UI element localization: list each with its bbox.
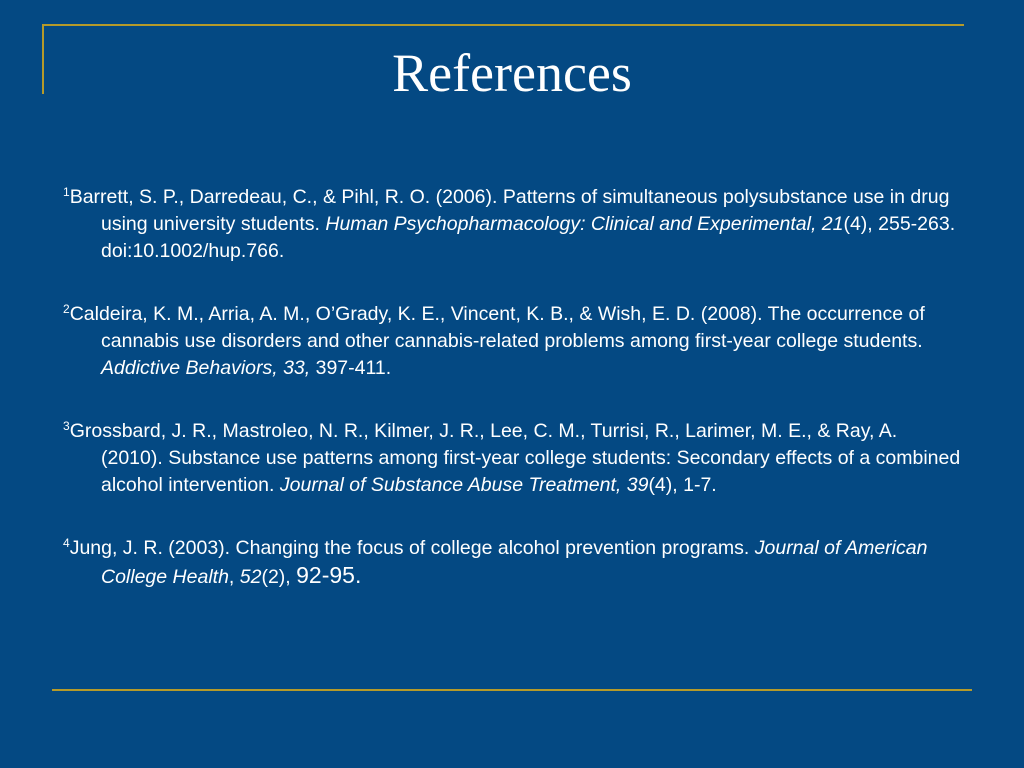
reference-journal: Human Psychopharmacology: Clinical and Experimental, 21 — [325, 213, 844, 235]
slide-title: References — [392, 43, 632, 103]
reference-details: (4), 255-263. doi:10.1002/hup.766. — [101, 213, 956, 262]
reference-journal: Journal of Substance Abuse Treatment, 39 — [279, 474, 649, 496]
reference-authors: Grossbard, J. R., Mastroleo, N. R., Kilmer, J. R., Lee, C. M., Turrisi, R., Larimer, M. E., & Ray, A. (2010). Substance use patterns among first-year college students: Secondary effects of a combined alcohol intervention. — [69, 420, 961, 496]
reference-journal: Journal of American College Health — [101, 537, 928, 588]
reference-number: 2 — [63, 302, 70, 316]
reference-details: (2), — [261, 566, 297, 588]
reference-pages: 92-95. — [296, 562, 362, 588]
reference-separator: , — [228, 566, 240, 588]
frame-top-line — [42, 24, 964, 26]
reference-authors: Caldeira, K. M., Arria, A. M., O’Grady, K. E., Vincent, K. B., & Wish, E. D. (2008). The occurrence of cannabis use disorders and other cannabis-related problems among first-year college students. — [69, 303, 925, 352]
reference-authors: Barrett, S. P., Darredeau, C., & Pihl, R. O. (2006). Patterns of simultaneous polysubstance use in drug using university students. — [69, 186, 950, 235]
reference-journal: Addictive Behaviors, 33, — [101, 357, 311, 379]
reference-details: (4), 1-7. — [648, 474, 717, 496]
reference-item — [63, 418, 963, 499]
reference-item — [63, 301, 963, 382]
reference-number: 1 — [63, 185, 70, 199]
reference-item — [63, 184, 963, 265]
reference-details: 397-411. — [310, 357, 392, 379]
reference-number: 4 — [63, 536, 70, 550]
reference-list — [63, 184, 963, 627]
reference-number: 3 — [63, 419, 70, 433]
reference-item — [63, 535, 963, 591]
reference-volume: 52 — [239, 566, 262, 588]
reference-authors: Jung, J. R. (2003). Changing the focus of college alcohol prevention programs. — [69, 537, 755, 559]
frame-bottom-line — [52, 689, 972, 691]
